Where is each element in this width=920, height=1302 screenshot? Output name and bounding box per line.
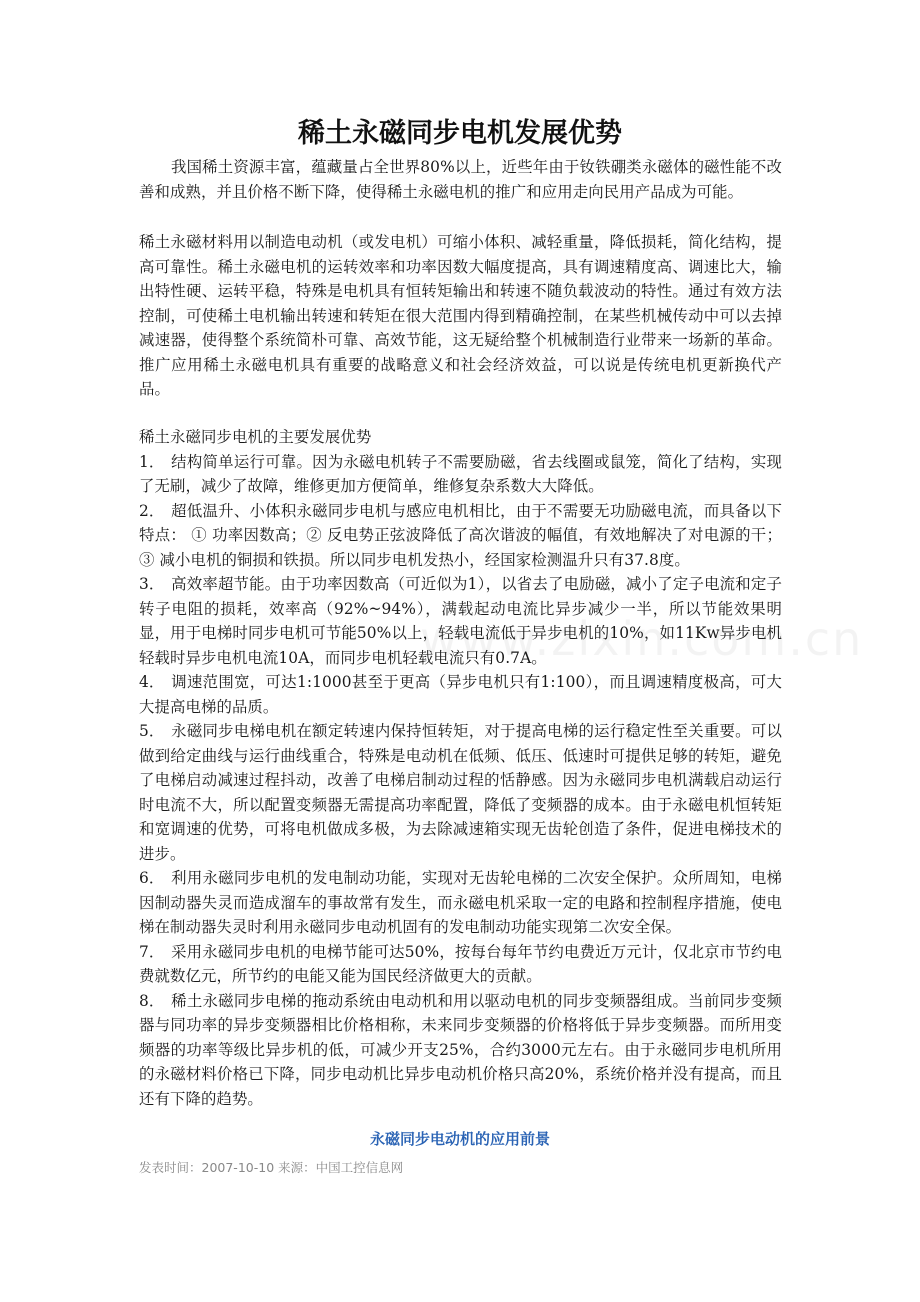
list-item-text: 超低温升、小体积永磁同步电机与感应电机相比，由于不需要无功励磁电流，而具备以下特点： ① 功率因数高；② 反电势正弦波降低了高次谐波的幅值，有效地解决了对电源的干；③ 减小电机的铜损和铁损。所以同步电机发热小，经国家检测温升只有37.8度。 — [139, 501, 782, 569]
list-item-text: 调速范围宽，可达1:1000甚至于更高（异步电机只有1:100），而且调速精度极高，可大大提高电梯的品质。 — [139, 673, 782, 716]
list-item — [139, 499, 782, 573]
list-item-number: 4． — [139, 673, 165, 691]
list-item — [139, 450, 782, 499]
list-heading: 稀土永磁同步电机的主要发展优势 — [139, 428, 372, 446]
section-subtitle: 永磁同步电动机的应用前景 — [369, 1130, 550, 1148]
list-item-text: 利用永磁同步电机的发电制动功能，实现对无齿轮电梯的二次安全保护。众所周知，电梯因制动器失灵而造成溜车的事故常有发生，而永磁电机采取一定的电路和控制程序措施，使电梯在制动器失灵时利用永磁同步电动机固有的发电制动功能实现第二次安全保。 — [139, 869, 782, 936]
list-item-text: 高效率超节能。由于功率因数高（可近似为1），以省去了电励磁，减小了定子电流和定子转子电阻的损耗，效率高（92%~94%），满载起动电流比异步减少一半，所以节能效果明显，用于电梯时同步电机可节能50%以上，轻载电流低于异步电机的10%，如11Kw异步电机轻载时异步电机电流10A，而同步电机轻载电流只有0.7A。 — [139, 575, 782, 667]
watermark — [420, 612, 863, 666]
list-item — [139, 989, 782, 1112]
body-paragraph: 稀土永磁材料用以制造电动机（或发电机）可缩小体积、减轻重量，降低损耗，简化结构，提高可靠性。稀土永磁电机的运转效率和功率因数大幅度提高，具有调速精度高、调速比大，输出特性硬、运转平稳，特殊是电机具有恒转矩输出和转速不随负载波动的特性。通过有效方法控制，可使稀土电机输出转速和转矩在很大范围内得到精确控制，在某些机械传动中可以去掉减速器，使得整个系统简朴可靠、高效节能，这无疑给整个机械制造行业带来一场新的革命。推广应用稀土永磁电机具有重要的战略意义和社会经济效益，可以说是传统电机更新换代产品。 — [139, 233, 782, 398]
list-item — [139, 670, 782, 719]
list-item-text: 永磁同步电梯电机在额定转速内保持恒转矩，对于提高电梯的运行稳定性至关重要。可以做到给定曲线与运行曲线重合，特殊是电动机在低频、低压、低速时可提供足够的转矩，避免了电梯启动减速过程抖动，改善了电梯启制动过程的恬静感。因为永磁同步电机满载启动运行时电流不大，所以配置变频器无需提高功率配置，降低了变频器的成本。由于永磁电机恒转矩和宽调速的优势，可将电机做成多极，为去除减速箱实现无齿轮创造了条件，促进电梯技术的进步。 — [139, 722, 782, 863]
advantages-section — [139, 425, 782, 1111]
source-label: 来源：中国工控信息网 — [278, 1160, 404, 1175]
document-title: 稀土永磁同步电机发展优势 — [298, 118, 622, 149]
list-item — [139, 866, 782, 940]
list-item-number: 6． — [139, 869, 165, 887]
list-item-text: 结构简单运行可靠。因为永磁电机转子不需要励磁，省去线圈或鼠笼，简化了结构，实现了无刷，减少了故障，维修更加方便简单，维修复杂系数大大降低。 — [139, 452, 782, 495]
list-item — [139, 940, 782, 989]
list-item-number: 2． — [139, 501, 165, 520]
list-item — [139, 719, 782, 866]
publish-date: 发表时间：2007-10-10 — [139, 1160, 275, 1175]
list-item-number: 8． — [139, 991, 165, 1010]
list-item-number: 3． — [139, 575, 165, 593]
list-item-number: 5． — [139, 722, 165, 740]
intro-paragraph: 我国稀土资源丰富，蕴藏量占全世界80%以上，近些年由于钕铁硼类永磁体的磁性能不改善和成熟，并且价格不断下降，使得稀土永磁电机的推广和应用走向民用产品成为可能。 — [139, 158, 782, 201]
list-item-number: 1． — [139, 452, 165, 471]
list-item-text: 采用永磁同步电机的电梯节能可达50%，按每台每年节约电费近万元计，仅北京市节约电费就数亿元，所节约的电能又能为国民经济做更大的贡献。 — [139, 942, 782, 985]
list-item-text: 稀土永磁同步电梯的拖动系统由电动机和用以驱动电机的同步变频器组成。当前同步变频器与同功率的异步变频器相比价格相称，未来同步变频器的价格将低于异步变频器。而所用变频器的功率等级比异步机的低，可减少开支25%，合约3000元左右。由于永磁同步电机所用的永磁材料价格已下降，同步电动机比异步电动机价格只高20%，系统价格并没有提高，而且还有下降的趋势。 — [139, 991, 782, 1108]
list-item-number: 7． — [139, 942, 165, 961]
article-meta — [139, 1158, 407, 1176]
